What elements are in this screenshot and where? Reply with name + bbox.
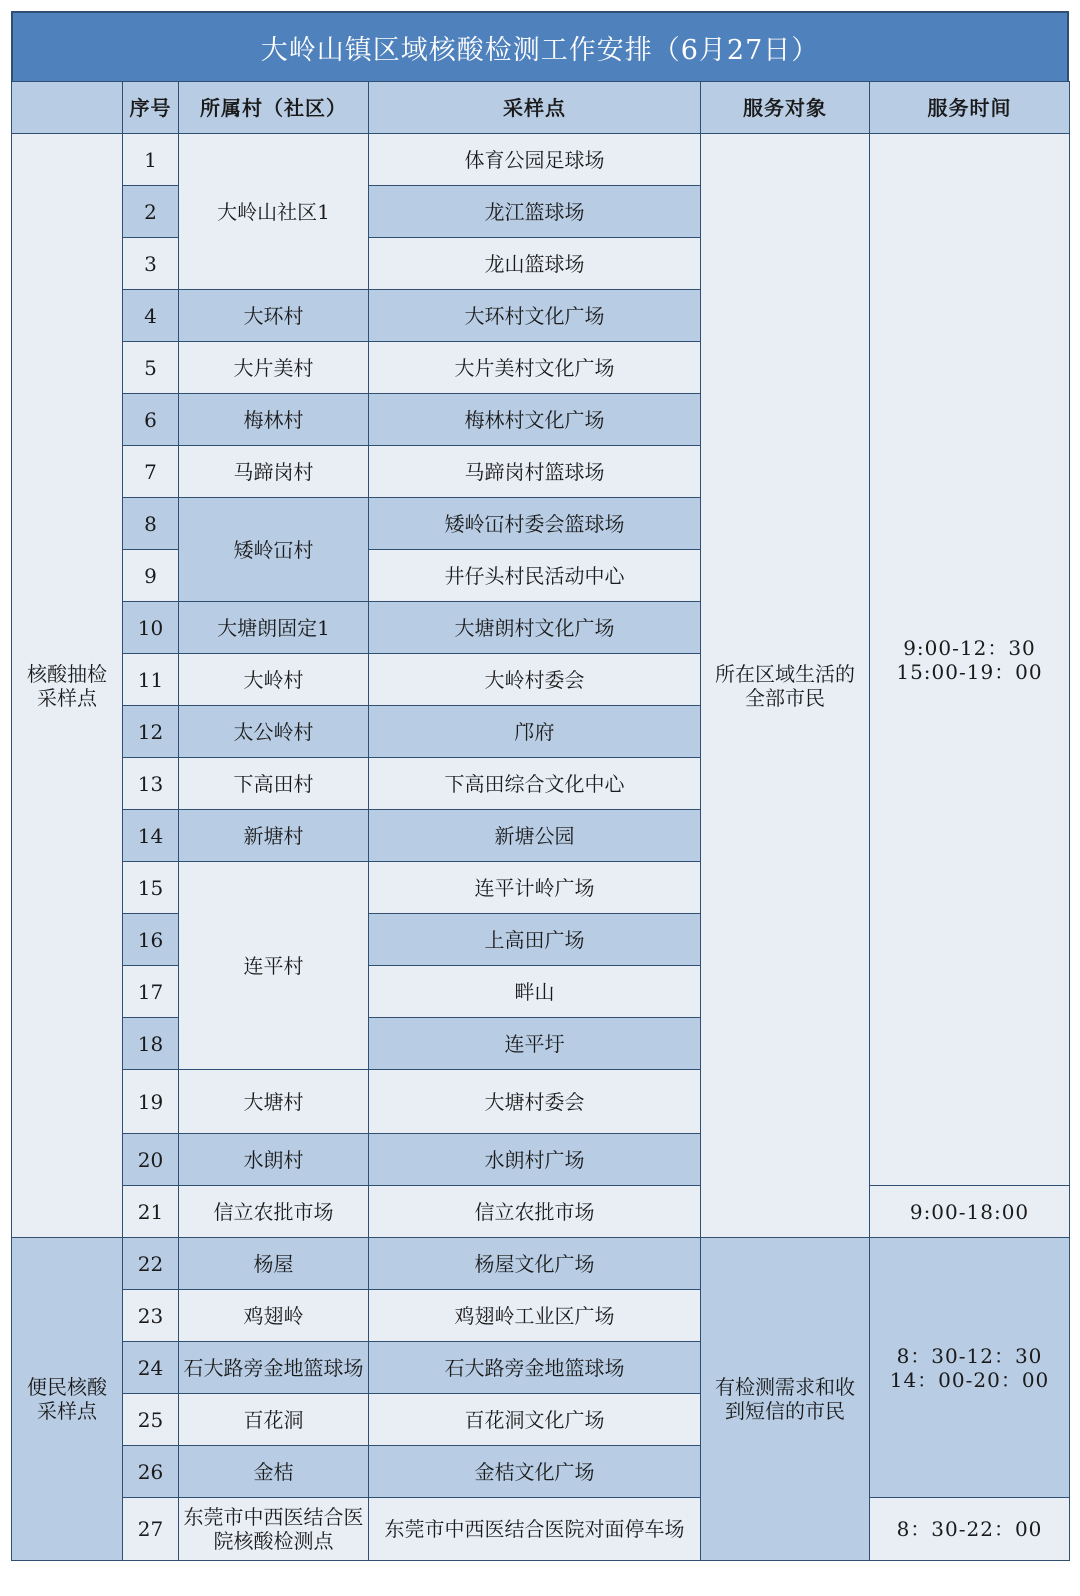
index-cell: 6 xyxy=(123,394,179,446)
header-village: 所属村（社区） xyxy=(179,82,369,134)
category-label: 便民核酸采样点 xyxy=(27,1375,107,1423)
target-cell xyxy=(701,134,870,1238)
site-cell: 连平计岭广场 xyxy=(369,862,701,914)
index-cell: 23 xyxy=(123,1290,179,1342)
village-cell: 杨屋 xyxy=(179,1238,369,1290)
site-cell: 信立农批市场 xyxy=(369,1186,701,1238)
time-cell: 9:00-18:00 xyxy=(870,1186,1070,1238)
site-cell: 鸡翅岭工业区广场 xyxy=(369,1290,701,1342)
site-cell: 马蹄岗村篮球场 xyxy=(369,446,701,498)
header-category xyxy=(12,82,123,134)
site-cell: 井仔头村民活动中心 xyxy=(369,550,701,602)
time-cell xyxy=(870,134,1070,1186)
category-cell xyxy=(12,1238,123,1561)
header-row xyxy=(12,82,1070,134)
village-cell: 新塘村 xyxy=(179,810,369,862)
index-cell: 18 xyxy=(123,1018,179,1070)
time-cell: 8：30-22：00 xyxy=(870,1498,1070,1561)
site-cell: 新塘公园 xyxy=(369,810,701,862)
index-cell: 5 xyxy=(123,342,179,394)
index-cell: 13 xyxy=(123,758,179,810)
index-cell: 14 xyxy=(123,810,179,862)
village-cell: 马蹄岗村 xyxy=(179,446,369,498)
index-cell: 16 xyxy=(123,914,179,966)
site-cell: 石大路旁金地篮球场 xyxy=(369,1342,701,1394)
site-cell: 大塘村委会 xyxy=(369,1070,701,1134)
site-cell: 龙江篮球场 xyxy=(369,186,701,238)
index-cell: 11 xyxy=(123,654,179,706)
site-cell: 东莞市中西医结合医院对面停车场 xyxy=(369,1498,701,1561)
site-cell: 下高田综合文化中心 xyxy=(369,758,701,810)
village-cell: 大岭山社区1 xyxy=(179,134,369,290)
village-cell: 东莞市中西医结合医院核酸检测点 xyxy=(179,1498,369,1561)
site-cell: 杨屋文化广场 xyxy=(369,1238,701,1290)
village-cell: 石大路旁金地篮球场 xyxy=(179,1342,369,1394)
site-cell: 矮岭冚村委会篮球场 xyxy=(369,498,701,550)
index-cell: 1 xyxy=(123,134,179,186)
village-cell: 下高田村 xyxy=(179,758,369,810)
village-cell: 大片美村 xyxy=(179,342,369,394)
table-row xyxy=(12,1238,1070,1290)
site-cell: 梅林村文化广场 xyxy=(369,394,701,446)
site-cell: 百花洞文化广场 xyxy=(369,1394,701,1446)
page-title xyxy=(11,11,1069,81)
header-site: 采样点 xyxy=(369,82,701,134)
site-cell: 大塘朗村文化广场 xyxy=(369,602,701,654)
village-cell: 鸡翅岭 xyxy=(179,1290,369,1342)
header-time: 服务时间 xyxy=(870,82,1070,134)
village-cell: 大塘村 xyxy=(179,1070,369,1134)
village-cell: 大环村 xyxy=(179,290,369,342)
index-cell: 15 xyxy=(123,862,179,914)
index-cell: 4 xyxy=(123,290,179,342)
village-cell: 太公岭村 xyxy=(179,706,369,758)
index-cell: 19 xyxy=(123,1070,179,1134)
target-cell xyxy=(701,1238,870,1561)
village-cell: 信立农批市场 xyxy=(179,1186,369,1238)
time-cell xyxy=(870,1238,1070,1498)
site-cell: 连平圩 xyxy=(369,1018,701,1070)
time-label: 9:00-12：30 15:00-19：00 xyxy=(896,635,1043,684)
target-label: 有检测需求和收到短信的市民 xyxy=(715,1375,855,1423)
index-cell: 24 xyxy=(123,1342,179,1394)
header-target: 服务对象 xyxy=(701,82,870,134)
index-cell: 25 xyxy=(123,1394,179,1446)
index-cell: 20 xyxy=(123,1134,179,1186)
village-cell: 矮岭冚村 xyxy=(179,498,369,602)
site-cell: 上高田广场 xyxy=(369,914,701,966)
target-label: 所在区域生活的全部市民 xyxy=(715,661,855,710)
village-cell: 大岭村 xyxy=(179,654,369,706)
site-cell: 大岭村委会 xyxy=(369,654,701,706)
site-cell: 大环村文化广场 xyxy=(369,290,701,342)
index-cell: 26 xyxy=(123,1446,179,1498)
category-label: 核酸抽检采样点 xyxy=(27,661,107,710)
site-cell: 体育公园足球场 xyxy=(369,134,701,186)
time-label: 8：30-12：30 14：00-20：00 xyxy=(889,1343,1050,1392)
index-cell: 27 xyxy=(123,1498,179,1561)
village-cell: 百花洞 xyxy=(179,1394,369,1446)
header-index: 序号 xyxy=(123,82,179,134)
index-cell: 3 xyxy=(123,238,179,290)
site-cell: 水朗村广场 xyxy=(369,1134,701,1186)
index-cell: 21 xyxy=(123,1186,179,1238)
title-text: 大岭山镇区域核酸检测工作安排（6月27日） xyxy=(260,34,820,66)
table-row xyxy=(12,1186,1070,1238)
site-cell: 金桔文化广场 xyxy=(369,1446,701,1498)
index-cell: 9 xyxy=(123,550,179,602)
index-cell: 8 xyxy=(123,498,179,550)
table-row xyxy=(12,1498,1070,1561)
schedule-table xyxy=(11,81,1070,1561)
index-cell: 7 xyxy=(123,446,179,498)
village-cell: 金桔 xyxy=(179,1446,369,1498)
category-cell xyxy=(12,134,123,1238)
index-cell: 10 xyxy=(123,602,179,654)
village-cell: 大塘朗固定1 xyxy=(179,602,369,654)
village-cell: 连平村 xyxy=(179,862,369,1070)
site-cell: 邝府 xyxy=(369,706,701,758)
village-cell: 梅林村 xyxy=(179,394,369,446)
index-cell: 2 xyxy=(123,186,179,238)
index-cell: 17 xyxy=(123,966,179,1018)
index-cell: 12 xyxy=(123,706,179,758)
site-cell: 龙山篮球场 xyxy=(369,238,701,290)
site-cell: 畔山 xyxy=(369,966,701,1018)
site-cell: 大片美村文化广场 xyxy=(369,342,701,394)
table-row xyxy=(12,134,1070,186)
village-cell: 水朗村 xyxy=(179,1134,369,1186)
index-cell: 22 xyxy=(123,1238,179,1290)
